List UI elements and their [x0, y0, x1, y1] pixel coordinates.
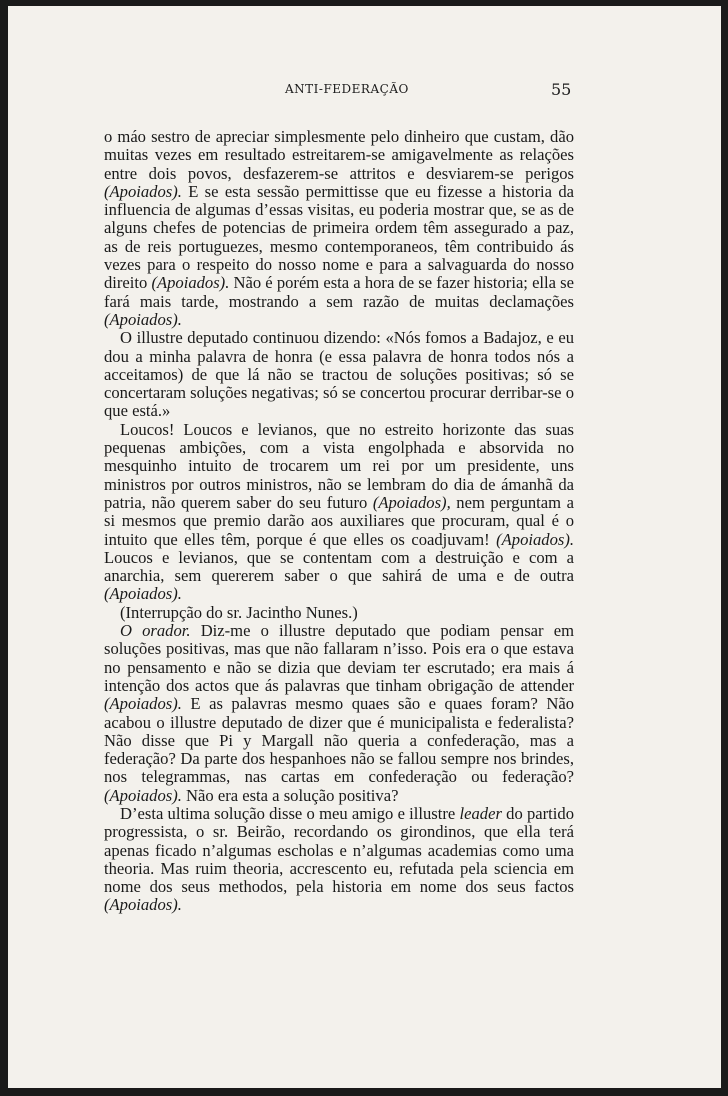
text-run: o máo sestro de apreciar simplesmente pelo dinheiro que custam, dão muitas vezes em resultado estreitarem-se amigavelmente as relações entre dois povos, desfazerem-se attritos e desviarem-se perigos — [104, 127, 574, 183]
text-run: Não é porém esta a hora de se fazer historia; ella se fará mais tarde, mostrando a sem razão de muitas declamações — [104, 273, 574, 311]
text-run: O illustre deputado continuou dizendo: «Nós fomos a Badajoz, e eu dou a minha palavra de honra (e essa palavra de honra todos nós a acceitamos) de que lá não se tractou de soluções positivas; só se concertaram soluções negativas; só se concertou procurar derribar-se o que está.» — [104, 328, 574, 421]
running-head — [0, 80, 728, 100]
italic-run: leader — [459, 803, 502, 823]
italic-run: (Apoiados). — [104, 694, 182, 714]
page-number: 55 — [551, 80, 572, 99]
italic-run: (Apoiados). — [104, 181, 182, 201]
text-run: (Interrupção do sr. Jacintho Nunes.) — [120, 602, 358, 622]
paragraph — [104, 622, 574, 805]
text-run: E as palavras mesmo quaes são e quaes foram? Não acabou o illustre deputado de dizer que é municipalista e federalista? Não disse que Pi y Margall não queria a confederação, mas a federação? Da parte dos hespanhoes não se fallou sempre nos brindes, nos telegrammas, nas cartas em confederação ou federação? — [104, 694, 574, 787]
text-run: Loucos e levianos, que se contentam com a destruição e com a anarchia, sem quererem saber o que sahirá de uma e de outra — [104, 547, 574, 586]
paragraph — [104, 421, 574, 604]
italic-run: (Apoiados). — [104, 309, 182, 329]
text-run: Loucos! Loucos e levianos, que no estreito horizonte das suas pequenas ambições, com a vista engolphada e absorvida no mesquinho intuito de trocarem um rei por um presidente, uns ministros por outros ministros, não se lembram do dia de ámanhã da patria, não querem saber do seu futuro — [104, 419, 574, 512]
text-run: E se esta sessão permittisse que eu fizesse a historia da influencia de algumas d’essas visitas, eu poderia mostrar que, se as de alguns chefes de potencias de primeira ordem têm assegurado a paz, as de reis portuguezes, mesmo contemporaneos, têm contribuido ás vezes para o respeito do nosso nome e para a salvaguarda do nosso direito — [104, 181, 574, 293]
paragraph — [104, 604, 574, 622]
text-run: do partido progressista, o sr. Beirão, recordando os girondinos, que ella terá apenas ficado n’algumas escholas e n’algumas academias como uma theoria. Mas ruim theoria, accrescento eu, refutada pela sciencia em nome dos seus methodos, pela historia em nome dos seus factos — [104, 803, 574, 897]
italic-run: (Apoiados). — [496, 529, 574, 549]
text-run: Diz-me o illustre deputado que podiam pensar em soluções positivas, mas que não fallaram n’isso. Pois era o que estava no pensamento e não se dizia que deviam ter escrutado; era mais á intenção dos actos que ás palavras que tinham obrigação de attender — [104, 621, 574, 695]
italic-run: (Apoiados). — [104, 584, 182, 604]
italic-run: (Apoiados). — [104, 895, 182, 915]
paragraph — [104, 128, 574, 329]
italic-run: (Apoiados), — [372, 492, 451, 512]
body-text — [104, 128, 574, 915]
running-title: ANTI-FEDERAÇÃO — [285, 82, 409, 96]
italic-run: (Apoiados). — [104, 785, 182, 805]
italic-run: O orador. — [120, 621, 191, 641]
italic-run: (Apoiados). — [151, 273, 230, 293]
text-run: D’esta ultima solução disse o meu amigo e illustre — [120, 803, 460, 823]
paragraph — [104, 329, 574, 420]
paragraph — [104, 805, 574, 915]
text-run: Não era esta a solução positiva? — [181, 785, 399, 805]
text-run: nem perguntam a si mesmos que premio darão aos auxiliares que procuram, qual é o intuito que elles têm, porque é que elles os coadjuvam! — [104, 492, 574, 549]
